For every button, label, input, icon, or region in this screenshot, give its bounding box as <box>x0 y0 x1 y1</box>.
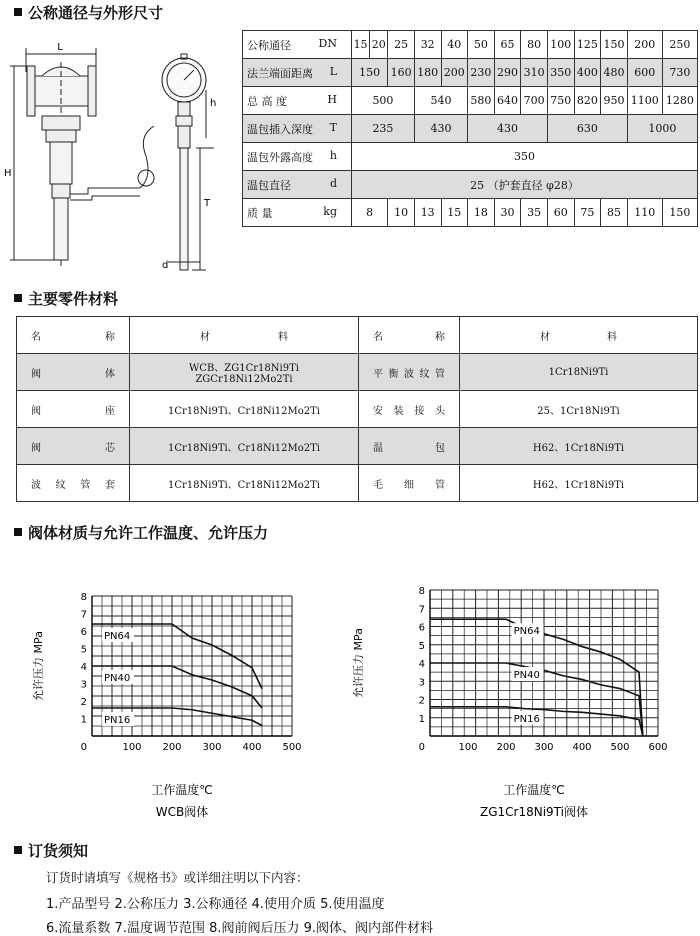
y-tick-label: 1 <box>80 714 87 726</box>
table-cell: 160 <box>388 59 415 87</box>
table-cell: 75 <box>574 199 601 227</box>
x-tick-label: 100 <box>458 742 478 753</box>
y-tick-label: 1 <box>418 713 425 725</box>
table-cell: 235 <box>352 115 415 143</box>
table-cell: 1280 <box>662 87 697 115</box>
table-cell: 820 <box>574 87 601 115</box>
y-tick-label: 8 <box>80 592 87 603</box>
chart-title: WCB阀体 <box>155 805 209 819</box>
y-tick-label: 5 <box>80 644 87 656</box>
table-cell: 1100 <box>627 87 662 115</box>
table-cell: 65 <box>494 31 521 59</box>
dim-label-L: L <box>57 42 63 53</box>
dim-label-T: T <box>204 198 211 209</box>
table-cell: 230 <box>468 59 495 87</box>
table-row: 波 纹 管 套 1Cr18Ni9Ti、Cr18Ni12Mo2Ti 毛 细 管 H62、1Cr18Ni9Ti <box>17 465 698 502</box>
table-row: 阀 座 1Cr18Ni9Ti、Cr18Ni12Mo2Ti 安 装 接 头 25、1Cr18Ni9Ti <box>17 391 698 428</box>
x-tick-label: 500 <box>282 742 302 753</box>
row-kg: 质 量 kg 8 10 13 15 18 30 35 60 75 85 110 150 <box>243 199 698 227</box>
x-axis-label: 工作温度℃ <box>151 783 213 797</box>
y-tick-label: 5 <box>418 640 425 652</box>
row-d: 温包直径 d 25 （护套直径 φ28） <box>243 171 698 199</box>
chart-wcb <box>30 580 330 820</box>
x-axis-label: 工作温度℃ <box>503 783 565 797</box>
x-tick-label: 600 <box>648 742 668 753</box>
y-axis-label: 允许压力 MPa <box>352 628 365 698</box>
table-cell: 8 <box>352 199 388 227</box>
table-cell: 640 <box>494 87 521 115</box>
table-cell: 13 <box>414 199 441 227</box>
dimension-table <box>242 30 698 227</box>
table-cell: 25 （护套直径 φ28） <box>352 171 698 199</box>
chart-title: ZG1Cr18Ni9Ti阀体 <box>480 805 588 819</box>
table-cell: 150 <box>352 59 388 87</box>
y-tick-label: 4 <box>418 659 425 670</box>
table-cell: 600 <box>627 59 662 87</box>
y-tick-label: 6 <box>418 622 425 634</box>
table-cell: 540 <box>414 87 467 115</box>
series-label: PN16 <box>104 715 131 726</box>
section-title-ordering: 订货须知 <box>14 840 88 861</box>
row-H: 总 高 度 H 500 540 580 640 700 750 820 950 1100 1280 <box>243 87 698 115</box>
row-T: 温包插入深度 T 235 430 430 630 1000 <box>243 115 698 143</box>
series-label: PN40 <box>104 673 131 684</box>
table-cell: 400 <box>574 59 601 87</box>
origin-label: 0 <box>80 742 87 753</box>
table-cell: 110 <box>627 199 662 227</box>
label-dn: 公称通径 DN <box>243 31 352 59</box>
section-title-dimensions: 公称通径与外形尺寸 <box>14 2 163 23</box>
table-cell: 430 <box>414 115 467 143</box>
section-title-pressure-temperature: 阀体材质与允许工作温度、允许压力 <box>14 522 268 543</box>
table-cell: 750 <box>547 87 574 115</box>
valve-diagram <box>0 28 236 278</box>
row-h: 温包外露高度 h 350 <box>243 143 698 171</box>
materials-header: 名 称 材 料 名 称 材 料 <box>17 317 698 354</box>
chart-zg1cr18ni9ti <box>350 572 690 820</box>
table-cell: 80 <box>521 31 548 59</box>
table-cell: 150 <box>662 199 697 227</box>
series-label: PN40 <box>513 670 540 681</box>
y-tick-label: 7 <box>80 609 87 621</box>
table-cell: 15 <box>441 199 468 227</box>
table-cell: 10 <box>388 199 415 227</box>
x-tick-label: 400 <box>572 742 592 753</box>
table-cell: 150 <box>601 31 628 59</box>
dim-label-H: H <box>4 168 12 179</box>
table-cell: 310 <box>521 59 548 87</box>
table-cell: 350 <box>352 143 698 171</box>
table-cell: 35 <box>521 199 548 227</box>
series-label: PN16 <box>513 713 540 725</box>
x-tick-label: 200 <box>162 742 182 753</box>
y-tick-label: 3 <box>418 677 425 689</box>
table-row: 阀 体 WCB、ZG1Cr18Ni9Ti ZGCr18Ni12Mo2Ti 平 衡 波 纹 管 1Cr18Ni9Ti <box>17 354 698 391</box>
table-cell: 180 <box>414 59 441 87</box>
x-tick-label: 300 <box>202 742 222 753</box>
table-cell: 100 <box>547 31 574 59</box>
y-tick-label: 6 <box>80 627 87 638</box>
table-cell: 200 <box>441 59 468 87</box>
table-cell: 40 <box>441 31 468 59</box>
x-tick-label: 300 <box>534 742 554 753</box>
table-cell: 580 <box>468 87 495 115</box>
table-cell: 1000 <box>627 115 697 143</box>
section-title-materials: 主要零件材料 <box>14 288 118 309</box>
table-cell: 290 <box>494 59 521 87</box>
table-cell: 85 <box>601 199 628 227</box>
table-cell: 480 <box>601 59 628 87</box>
table-cell: 15 <box>352 31 370 59</box>
table-cell: 32 <box>414 31 441 59</box>
table-cell: 730 <box>662 59 697 87</box>
dim-label-d: d <box>162 260 169 271</box>
y-tick-label: 4 <box>80 662 87 673</box>
table-cell: 200 <box>627 31 662 59</box>
y-tick-label: 8 <box>418 586 425 597</box>
series-label: PN64 <box>513 626 540 638</box>
order-line-1: 1.产品型号 2.公称压力 3.公称通径 4.使用介质 5.使用温度 <box>46 897 385 912</box>
table-cell: 25 <box>388 31 415 59</box>
table-cell: 630 <box>547 115 627 143</box>
y-tick-label: 2 <box>418 695 425 707</box>
materials-table <box>16 316 698 502</box>
table-cell: 20 <box>370 31 388 59</box>
table-cell: 60 <box>547 199 574 227</box>
table-row: 阀 芯 1Cr18Ni9Ti、Cr18Ni12Mo2Ti 温 包 H62、1Cr18Ni9Ti <box>17 428 698 465</box>
table-cell: 18 <box>468 199 495 227</box>
table-cell: 50 <box>468 31 495 59</box>
table-cell: 30 <box>494 199 521 227</box>
origin-label: 0 <box>418 742 425 753</box>
row-dn <box>243 31 698 59</box>
dim-label-h: h <box>210 98 217 109</box>
y-axis-label: 允许压力 MPa <box>32 631 45 701</box>
row-L: 法兰端面距离 L 150 160 180 200 230 290 310 350 400 480 600 730 <box>243 59 698 87</box>
x-tick-label: 100 <box>122 742 142 753</box>
x-tick-label: 500 <box>610 742 630 753</box>
x-tick-label: 400 <box>242 742 262 753</box>
table-cell: 500 <box>352 87 415 115</box>
table-cell: 250 <box>662 31 697 59</box>
order-line-2: 6.流量系数 7.温度调节范围 8.阀前阀后压力 9.阀体、阀内部件材料 <box>46 921 434 936</box>
table-cell: 350 <box>547 59 574 87</box>
series-label: PN64 <box>104 631 131 642</box>
y-tick-label: 7 <box>418 604 425 616</box>
y-tick-label: 3 <box>80 679 87 691</box>
order-intro: 订货时请填写《规格书》或详细注明以下内容： <box>46 870 309 885</box>
y-tick-label: 2 <box>80 697 87 708</box>
table-cell: 430 <box>468 115 548 143</box>
table-cell: 125 <box>574 31 601 59</box>
table-cell: 700 <box>521 87 548 115</box>
table-cell: 950 <box>601 87 628 115</box>
x-tick-label: 200 <box>496 742 516 753</box>
